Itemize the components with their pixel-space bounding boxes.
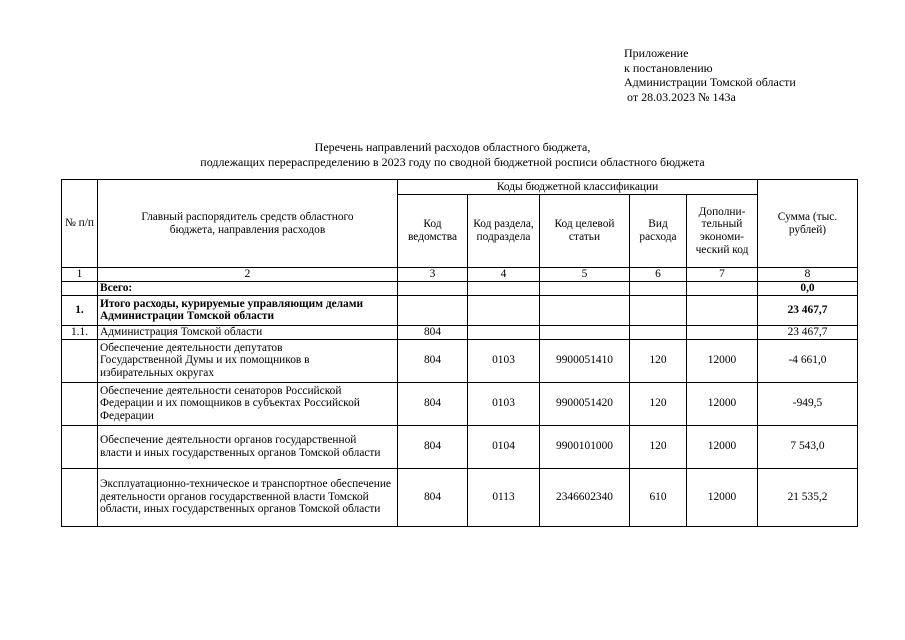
row-name: Всего: bbox=[98, 281, 398, 295]
row-target: 9900101000 bbox=[540, 425, 630, 468]
row-section bbox=[468, 295, 540, 325]
row-target: 9900051420 bbox=[540, 382, 630, 425]
row-extra bbox=[687, 295, 758, 325]
row-type: 610 bbox=[630, 468, 687, 526]
row-dept bbox=[398, 295, 468, 325]
row-type bbox=[630, 281, 687, 295]
colnum-cell: 3 bbox=[398, 268, 468, 282]
colnum-cell: 8 bbox=[758, 268, 858, 282]
row-name: Обеспечение деятельности органов государственной власти и иных государственных органов Томской области bbox=[98, 425, 398, 468]
row-name: Итого расходы, курируемые управляющим делами Администрации Томской области bbox=[98, 295, 398, 325]
row-target bbox=[540, 295, 630, 325]
row-num bbox=[62, 468, 98, 526]
row-extra: 12000 bbox=[687, 339, 758, 382]
row-sum: -4 661,0 bbox=[758, 339, 858, 382]
row-dept bbox=[398, 281, 468, 295]
colnum-cell: 5 bbox=[540, 268, 630, 282]
row-target bbox=[540, 281, 630, 295]
row-type bbox=[630, 295, 687, 325]
header-name: Главный распорядитель средств областного бюджета, направления расходов bbox=[98, 180, 398, 268]
row-extra bbox=[687, 325, 758, 339]
header-target: Код целевой статьи bbox=[540, 195, 630, 268]
row-type bbox=[630, 325, 687, 339]
row-dept: 804 bbox=[398, 325, 468, 339]
header-codes-group: Коды бюджетной классификации bbox=[398, 180, 758, 195]
colnum-cell: 6 bbox=[630, 268, 687, 282]
row-dept: 804 bbox=[398, 468, 468, 526]
row-num bbox=[62, 425, 98, 468]
table-row bbox=[62, 425, 858, 468]
row-num: 1. bbox=[62, 295, 98, 325]
row-sum: 23 467,7 bbox=[758, 295, 858, 325]
row-num: 1.1. bbox=[62, 325, 98, 339]
row-extra: 12000 bbox=[687, 382, 758, 425]
row-sum: 7 543,0 bbox=[758, 425, 858, 468]
appendix-line: Администрации Томской области bbox=[624, 75, 796, 90]
row-num bbox=[62, 281, 98, 295]
row-sum: -949,5 bbox=[758, 382, 858, 425]
table-row bbox=[62, 325, 858, 339]
row-name: Обеспечение деятельности депутатов Государственной Думы и их помощников в избирательных округах bbox=[98, 339, 398, 382]
row-name: Эксплуатационно-техническое и транспортное обеспечение деятельности органов государственной власти Томской области, иных государственных органов Томской области bbox=[98, 468, 398, 526]
header-extra: Дополни-тельный экономи-ческий код bbox=[687, 195, 758, 268]
row-section bbox=[468, 325, 540, 339]
row-extra: 12000 bbox=[687, 425, 758, 468]
table-row bbox=[62, 295, 858, 325]
table-row bbox=[62, 382, 858, 425]
row-type: 120 bbox=[630, 382, 687, 425]
row-name: Обеспечение деятельности сенаторов Российской Федерации и их помощников в субъектах Российской Федерации bbox=[98, 382, 398, 425]
colnum-cell: 2 bbox=[98, 268, 398, 282]
table-row bbox=[62, 339, 858, 382]
table-row bbox=[62, 468, 858, 526]
row-sum: 21 535,2 bbox=[758, 468, 858, 526]
header-num: № п/п bbox=[62, 180, 98, 268]
row-section: 0113 bbox=[468, 468, 540, 526]
row-target bbox=[540, 325, 630, 339]
row-name: Администрация Томской области bbox=[98, 325, 398, 339]
budget-table bbox=[61, 179, 858, 527]
row-extra: 12000 bbox=[687, 468, 758, 526]
row-section bbox=[468, 281, 540, 295]
row-dept: 804 bbox=[398, 382, 468, 425]
header-type: Вид расхода bbox=[630, 195, 687, 268]
row-target: 9900051410 bbox=[540, 339, 630, 382]
header-section: Код раздела, подраздела bbox=[468, 195, 540, 268]
row-num bbox=[62, 382, 98, 425]
row-sum: 0,0 bbox=[758, 281, 858, 295]
row-sum: 23 467,7 bbox=[758, 325, 858, 339]
header-dept: Код ведомства bbox=[398, 195, 468, 268]
table-row bbox=[62, 281, 858, 295]
colnum-cell: 7 bbox=[687, 268, 758, 282]
colnum-cell: 1 bbox=[62, 268, 98, 282]
appendix-line: Приложение bbox=[624, 46, 689, 60]
row-section: 0104 bbox=[468, 425, 540, 468]
row-section: 0103 bbox=[468, 382, 540, 425]
row-type: 120 bbox=[630, 425, 687, 468]
row-target: 2346602340 bbox=[540, 468, 630, 526]
document-title-line: подлежащих перераспределению в 2023 году по сводной бюджетной росписи областного бюджета bbox=[200, 154, 705, 169]
row-type: 120 bbox=[630, 339, 687, 382]
header-sum: Сумма (тыс. рублей) bbox=[758, 180, 858, 268]
row-dept: 804 bbox=[398, 339, 468, 382]
appendix-block bbox=[624, 46, 796, 104]
row-section: 0103 bbox=[468, 339, 540, 382]
document-title-line: Перечень направлений расходов областного бюджета, bbox=[314, 140, 591, 154]
row-extra bbox=[687, 281, 758, 295]
row-num bbox=[62, 339, 98, 382]
appendix-line: от 28.03.2023 № 143а bbox=[624, 89, 736, 104]
document-title bbox=[0, 140, 905, 169]
appendix-line: к постановлению bbox=[624, 60, 713, 75]
row-dept: 804 bbox=[398, 425, 468, 468]
colnum-cell: 4 bbox=[468, 268, 540, 282]
